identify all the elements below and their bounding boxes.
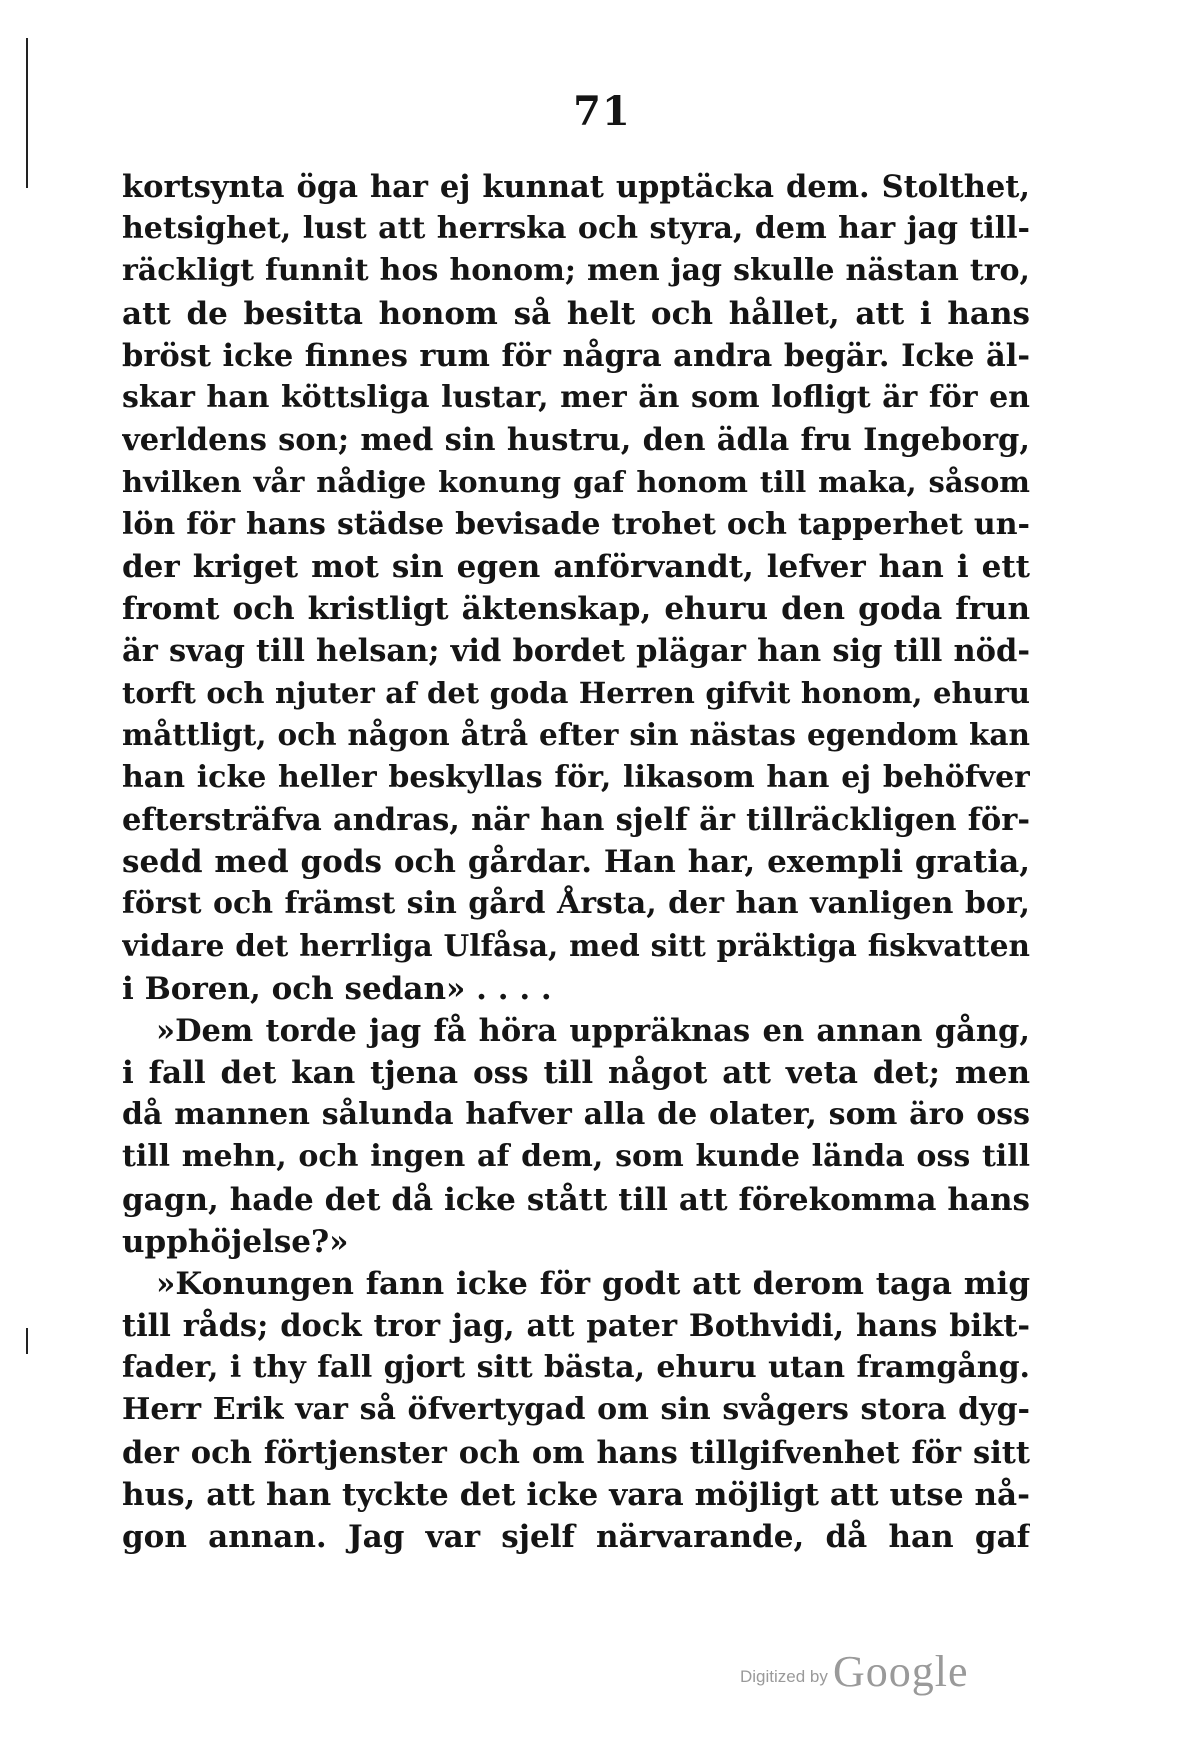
text-line: hvilken vår nådige konung gaf honom till maka, såsom xyxy=(122,465,1030,500)
text-line: då mannen sålunda hafver alla de olater, som äro oss xyxy=(122,1097,1030,1133)
text-line: verldens son; med sin hustru, den ädla fru Ingeborg, xyxy=(122,422,1030,459)
text-line: skar han köttsliga lustar, mer än som lofligt är för en xyxy=(122,379,1030,415)
text-line: lön för hans städse bevisade trohet och tapperhet un- xyxy=(122,506,1030,542)
text-line: upphöjelse?» xyxy=(122,1223,349,1260)
scan-edge-line xyxy=(26,1328,28,1354)
text-line: måttligt, och någon åtrå efter sin nästas egendom kan xyxy=(122,717,1030,753)
text-line: fromt och kristligt äktenskap, ehuru den goda frun xyxy=(122,590,1030,627)
text-line: sedd med gods och gårdar. Han har, exempli gratia, xyxy=(122,844,1030,880)
text-line: »Dem torde jag få höra uppräknas en annan gång, xyxy=(156,1012,1030,1049)
text-line: först och främst sin gård Årsta, der han vanligen bor, xyxy=(122,886,1030,922)
text-line: eftersträfva andras, när han sjelf är tillräckligen för- xyxy=(122,801,1030,838)
text-line: i fall det kan tjena oss till något att veta det; men xyxy=(122,1054,1030,1091)
text-line: hus, att han tyckte det icke vara möjligt att utse nå- xyxy=(122,1476,1030,1513)
text-line: bröst icke finnes rum för några andra begär. Icke äl- xyxy=(122,337,1030,374)
text-line: der kriget mot sin egen anförvandt, lefver han i ett xyxy=(122,548,1030,585)
text-line: till råds; dock tror jag, att pater Bothvidi, hans bikt- xyxy=(122,1308,1030,1345)
text-line: han icke heller beskyllas för, likasom han ej behöfver xyxy=(122,759,1030,795)
body-text xyxy=(122,166,1030,1558)
text-line: gon annan. Jag var sjelf närvarande, då han gaf xyxy=(122,1519,1030,1555)
text-line: i Boren, och sedan» . . . . xyxy=(122,970,552,1007)
watermark-prefix: Digitized by xyxy=(740,1667,828,1686)
text-line: hetsighet, lust att herrska och styra, dem har jag till- xyxy=(122,211,1030,247)
text-line: räckligt funnit hos honom; men jag skulle nästan tro, xyxy=(122,253,1030,289)
text-line: att de besitta honom så helt och hållet, att i hans xyxy=(122,295,1030,332)
text-line: der och förtjenster och om hans tillgifvenhet för sitt xyxy=(122,1434,1030,1471)
google-logo: Google xyxy=(832,1647,969,1696)
text-line: Herr Erik var så öfvertygad om sin svågers stora dyg- xyxy=(122,1392,1030,1428)
page-number: 71 xyxy=(573,88,631,135)
text-line: är svag till helsan; vid bordet plägar han sig till nöd- xyxy=(122,633,1030,670)
text-line: gagn, hade det då icke stått till att förekomma hans xyxy=(122,1181,1030,1218)
text-line: torft och njuter af det goda Herren gifvit honom, ehuru xyxy=(122,676,1030,711)
text-line: kortsynta öga har ej kunnat upptäcka dem. Stolthet, xyxy=(122,169,1030,205)
text-line: fader, i thy fall gjort sitt bästa, ehuru utan framgång. xyxy=(122,1350,1030,1386)
text-line: till mehn, och ingen af dem, som kunde lända oss till xyxy=(122,1139,1030,1175)
text-line: vidare det herrliga Ulfåsa, med sitt präktiga fiskvatten xyxy=(122,928,1030,964)
digitization-watermark xyxy=(740,1646,969,1697)
text-line: »Konungen fann icke för godt att derom taga mig xyxy=(156,1265,1030,1302)
